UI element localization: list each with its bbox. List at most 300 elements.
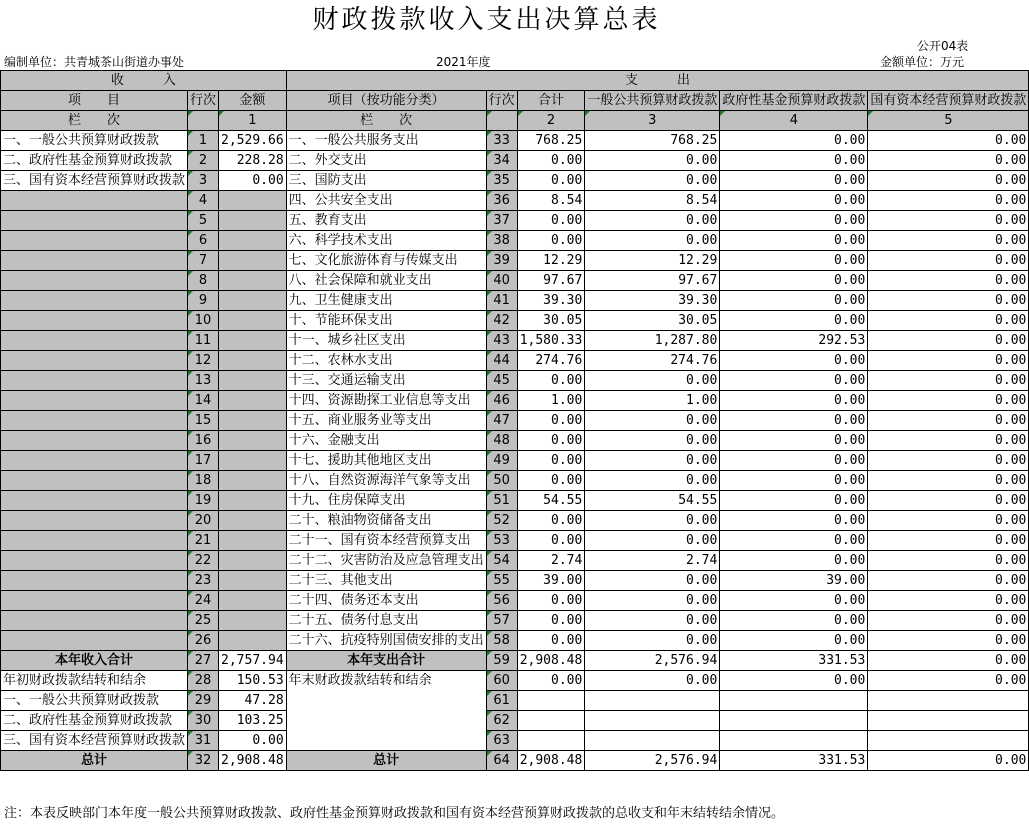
- expense-general: 0.00: [585, 371, 720, 391]
- income-item: [1, 291, 188, 311]
- expense-general: 0.00: [585, 571, 720, 591]
- income-row-no: 23: [188, 571, 219, 591]
- expense-capital: 0.00: [868, 511, 1029, 531]
- expense-gov-fund: 0.00: [720, 251, 868, 271]
- carry-ex-capital: 0.00: [868, 671, 1029, 691]
- income-item: [1, 591, 188, 611]
- grand-ex-gov-fund: 331.53: [720, 751, 868, 771]
- expense-total: 0.00: [517, 411, 585, 431]
- expense-capital: 0.00: [868, 171, 1029, 191]
- expense-gov-fund: 0.00: [720, 551, 868, 571]
- expense-capital: 0.00: [868, 631, 1029, 651]
- expense-capital: 0.00: [868, 131, 1029, 151]
- expense-row-no: 41: [486, 291, 517, 311]
- finance-table: [0, 70, 1029, 771]
- expense-gov-fund: 0.00: [720, 431, 868, 451]
- expense-total: 8.54: [517, 191, 585, 211]
- expense-total-label: 本年支出合计: [286, 651, 486, 671]
- expense-capital: 0.00: [868, 151, 1029, 171]
- table-row: [1, 611, 1029, 631]
- expense-capital: 0.00: [868, 571, 1029, 591]
- income-total-label: 本年收入合计: [1, 651, 188, 671]
- income-item: [1, 191, 188, 211]
- carry-detail-row-no: 30: [188, 711, 219, 731]
- header-row-no-2: 行次: [486, 91, 517, 111]
- expense-gov-fund: 0.00: [720, 171, 868, 191]
- expense-gov-fund: 0.00: [720, 471, 868, 491]
- income-item: [1, 271, 188, 291]
- expense-row-no: 56: [486, 591, 517, 611]
- expense-gov-fund: 0.00: [720, 531, 868, 551]
- expense-general: 274.76: [585, 351, 720, 371]
- expense-total: 2.74: [517, 551, 585, 571]
- annual-total-row: [1, 651, 1029, 671]
- expense-total: 0.00: [517, 471, 585, 491]
- income-row-no: 21: [188, 531, 219, 551]
- expense-item: 一、一般公共服务支出: [286, 131, 486, 151]
- income-item: [1, 211, 188, 231]
- income-row-no: 25: [188, 611, 219, 631]
- expense-general: 0.00: [585, 171, 720, 191]
- expense-total: 0.00: [517, 431, 585, 451]
- income-amount: [219, 431, 287, 451]
- expense-row-no: 53: [486, 531, 517, 551]
- expense-capital: 0.00: [868, 551, 1029, 571]
- expense-capital: 0.00: [868, 611, 1029, 631]
- table-row: [1, 131, 1029, 151]
- income-item: [1, 251, 188, 271]
- expense-capital: 0.00: [868, 391, 1029, 411]
- header-row-no: 行次: [188, 91, 219, 111]
- carry-detail-row-no: 29: [188, 691, 219, 711]
- income-item: [1, 631, 188, 651]
- income-row-no: 8: [188, 271, 219, 291]
- expense-capital: 0.00: [868, 311, 1029, 331]
- carry-in-label: 年初财政拨款结转和结余: [1, 671, 188, 691]
- income-amount: [219, 471, 287, 491]
- income-amount: [219, 311, 287, 331]
- income-item: [1, 511, 188, 531]
- expense-total: 12.29: [517, 251, 585, 271]
- carry-detail-ex-row-no: 61: [486, 691, 517, 711]
- expense-row-no: 35: [486, 171, 517, 191]
- carry-ex-gov-fund: 0.00: [720, 671, 868, 691]
- income-amount: [219, 571, 287, 591]
- carry-ex-label: 年末财政拨款结转和结余: [286, 671, 486, 751]
- expense-general: 1.00: [585, 391, 720, 411]
- table-row: [1, 151, 1029, 171]
- expense-capital: 0.00: [868, 271, 1029, 291]
- income-row-no: 19: [188, 491, 219, 511]
- expense-total: 1,580.33: [517, 331, 585, 351]
- expense-total-sum: 2,908.48: [517, 651, 585, 671]
- expense-capital: 0.00: [868, 411, 1029, 431]
- income-row-no: 15: [188, 411, 219, 431]
- table-row: [1, 591, 1029, 611]
- income-amount: [219, 411, 287, 431]
- expense-row-no: 47: [486, 411, 517, 431]
- header-general: 一般公共预算财政拨款: [585, 91, 720, 111]
- income-amount: 228.28: [219, 151, 287, 171]
- expense-total: 97.67: [517, 271, 585, 291]
- income-row-no: 6: [188, 231, 219, 251]
- header-state-capital: 国有资本经营预算财政拨款: [868, 91, 1029, 111]
- expense-gov-fund: 0.00: [720, 371, 868, 391]
- income-row-no: 24: [188, 591, 219, 611]
- table-row: [1, 331, 1029, 351]
- expense-gov-fund: 0.00: [720, 231, 868, 251]
- header-gov-fund: 政府性基金预算财政拨款: [720, 91, 868, 111]
- grand-ex-capital: 0.00: [868, 751, 1029, 771]
- table-row: [1, 551, 1029, 571]
- table-row: [1, 311, 1029, 331]
- expense-item: 十三、交通运输支出: [286, 371, 486, 391]
- column-blank-2: [486, 111, 517, 131]
- expense-general: 0.00: [585, 591, 720, 611]
- expense-item: 三、国防支出: [286, 171, 486, 191]
- header-column-row: [1, 91, 1029, 111]
- expense-total: 30.05: [517, 311, 585, 331]
- expense-general: 0.00: [585, 531, 720, 551]
- income-item: [1, 351, 188, 371]
- income-amount: [219, 391, 287, 411]
- expense-general: 0.00: [585, 151, 720, 171]
- income-amount: [219, 351, 287, 371]
- income-row-no: 1: [188, 131, 219, 151]
- expense-total: 0.00: [517, 151, 585, 171]
- income-item: [1, 471, 188, 491]
- expense-row-no: 38: [486, 231, 517, 251]
- income-row-no: 11: [188, 331, 219, 351]
- column-label: 栏 次: [1, 111, 188, 131]
- column-label-2: 栏 次: [286, 111, 486, 131]
- grand-ex-general: 2,576.94: [585, 751, 720, 771]
- income-amount: 0.00: [219, 171, 287, 191]
- expense-item: 二十三、其他支出: [286, 571, 486, 591]
- grand-in-amount: 2,908.48: [219, 751, 287, 771]
- expense-general: 0.00: [585, 611, 720, 631]
- report-title: 财政拨款收入支出决算总表: [312, 5, 661, 35]
- expense-row-no: 33: [486, 131, 517, 151]
- table-row: [1, 171, 1029, 191]
- income-item: [1, 571, 188, 591]
- expense-capital: 0.00: [868, 531, 1029, 551]
- expense-row-no: 55: [486, 571, 517, 591]
- income-amount: [219, 631, 287, 651]
- carry-ex-general: 0.00: [585, 671, 720, 691]
- income-amount: [219, 291, 287, 311]
- expense-total: 0.00: [517, 611, 585, 631]
- table-row: [1, 211, 1029, 231]
- income-item: [1, 611, 188, 631]
- expense-general: 1,287.80: [585, 331, 720, 351]
- income-item: [1, 311, 188, 331]
- expense-general: 39.30: [585, 291, 720, 311]
- expense-total: 0.00: [517, 511, 585, 531]
- expense-row-no: 45: [486, 371, 517, 391]
- income-amount: [219, 611, 287, 631]
- expense-gov-fund: 0.00: [720, 311, 868, 331]
- expense-total-general: 2,576.94: [585, 651, 720, 671]
- table-row: [1, 631, 1029, 651]
- expense-gov-fund: 0.00: [720, 631, 868, 651]
- income-total-row-no: 27: [188, 651, 219, 671]
- expense-general: 0.00: [585, 511, 720, 531]
- expense-total: 274.76: [517, 351, 585, 371]
- expense-general: 30.05: [585, 311, 720, 331]
- expense-general: 0.00: [585, 471, 720, 491]
- table-row: [1, 251, 1029, 271]
- carry-detail-blank: [868, 691, 1029, 711]
- expense-item: 二十五、债务付息支出: [286, 611, 486, 631]
- carry-detail-label: 二、政府性基金预算财政拨款: [1, 711, 188, 731]
- income-row-no: 13: [188, 371, 219, 391]
- carry-in-amount: 150.53: [219, 671, 287, 691]
- carry-detail-blank: [585, 691, 720, 711]
- income-row-no: 26: [188, 631, 219, 651]
- carry-row: [1, 671, 1029, 691]
- expense-row-no: 46: [486, 391, 517, 411]
- income-item: [1, 231, 188, 251]
- income-row-no: 20: [188, 511, 219, 531]
- amount-unit: 金额单位：万元: [880, 55, 965, 69]
- expense-capital: 0.00: [868, 451, 1029, 471]
- carry-detail-row: [1, 691, 1029, 711]
- carry-detail-blank: [517, 731, 585, 751]
- expense-item: 二十二、灾害防治及应急管理支出: [286, 551, 486, 571]
- expense-general: 2.74: [585, 551, 720, 571]
- expense-item: 十五、商业服务业等支出: [286, 411, 486, 431]
- expense-item: 十四、资源勘探工业信息等支出: [286, 391, 486, 411]
- carry-detail-row: [1, 731, 1029, 751]
- income-amount: [219, 211, 287, 231]
- grand-in-label: 总计: [1, 751, 188, 771]
- expense-gov-fund: 0.00: [720, 451, 868, 471]
- expense-item: 九、卫生健康支出: [286, 291, 486, 311]
- income-amount: [219, 511, 287, 531]
- expense-row-no: 58: [486, 631, 517, 651]
- expense-capital: 0.00: [868, 431, 1029, 451]
- expense-gov-fund: 0.00: [720, 591, 868, 611]
- income-item: 一、一般公共预算财政拨款: [1, 131, 188, 151]
- expense-row-no: 48: [486, 431, 517, 451]
- expense-capital: 0.00: [868, 211, 1029, 231]
- expense-item: 十一、城乡社区支出: [286, 331, 486, 351]
- expense-gov-fund: 0.00: [720, 151, 868, 171]
- expense-gov-fund: 0.00: [720, 491, 868, 511]
- expense-capital: 0.00: [868, 291, 1029, 311]
- income-row-no: 2: [188, 151, 219, 171]
- expense-row-no: 36: [486, 191, 517, 211]
- expense-gov-fund: 39.00: [720, 571, 868, 591]
- expense-row-no: 34: [486, 151, 517, 171]
- table-row: [1, 391, 1029, 411]
- expense-total: 0.00: [517, 631, 585, 651]
- expense-total: 0.00: [517, 211, 585, 231]
- column-index-2: 2: [517, 111, 585, 131]
- carry-detail-blank: [720, 711, 868, 731]
- expense-gov-fund: 0.00: [720, 211, 868, 231]
- expense-row-no: 51: [486, 491, 517, 511]
- grand-in-row-no: 32: [188, 751, 219, 771]
- expense-capital: 0.00: [868, 331, 1029, 351]
- expense-item: 二十、粮油物资储备支出: [286, 511, 486, 531]
- expense-capital: 0.00: [868, 371, 1029, 391]
- carry-detail-blank: [585, 711, 720, 731]
- income-row-no: 14: [188, 391, 219, 411]
- expense-gov-fund: 0.00: [720, 611, 868, 631]
- column-index-4: 4: [720, 111, 868, 131]
- expense-total: 768.25: [517, 131, 585, 151]
- expense-item: 五、教育支出: [286, 211, 486, 231]
- expense-item: 十七、援助其他地区支出: [286, 451, 486, 471]
- expense-row-no: 37: [486, 211, 517, 231]
- expense-general: 8.54: [585, 191, 720, 211]
- expense-item: 二十一、国有资本经营预算支出: [286, 531, 486, 551]
- expense-item: 十六、金融支出: [286, 431, 486, 451]
- income-item: 二、政府性基金预算财政拨款: [1, 151, 188, 171]
- income-amount: [219, 371, 287, 391]
- column-index-1: 1: [219, 111, 287, 131]
- carry-ex-row-no: 60: [486, 671, 517, 691]
- expense-capital: 0.00: [868, 491, 1029, 511]
- income-item: [1, 551, 188, 571]
- expense-row-no: 43: [486, 331, 517, 351]
- expense-capital: 0.00: [868, 471, 1029, 491]
- income-row-no: 10: [188, 311, 219, 331]
- carry-detail-ex-row-no: 62: [486, 711, 517, 731]
- header-amount: 金额: [219, 91, 287, 111]
- carry-detail-amount: 0.00: [219, 731, 287, 751]
- expense-general: 0.00: [585, 451, 720, 471]
- table-row: [1, 491, 1029, 511]
- income-item: [1, 531, 188, 551]
- income-amount: [219, 551, 287, 571]
- expense-gov-fund: 0.00: [720, 351, 868, 371]
- expense-header: 支 出: [286, 71, 1029, 91]
- expense-row-no: 50: [486, 471, 517, 491]
- expense-total: 1.00: [517, 391, 585, 411]
- expense-gov-fund: 0.00: [720, 271, 868, 291]
- income-row-no: 22: [188, 551, 219, 571]
- carry-detail-blank: [517, 691, 585, 711]
- income-amount: [219, 491, 287, 511]
- expense-item: 十二、农林水支出: [286, 351, 486, 371]
- income-item: [1, 451, 188, 471]
- expense-gov-fund: 0.00: [720, 291, 868, 311]
- table-row: [1, 231, 1029, 251]
- expense-item: 四、公共安全支出: [286, 191, 486, 211]
- column-index-5: 5: [868, 111, 1029, 131]
- income-item: 三、国有资本经营预算财政拨款: [1, 171, 188, 191]
- expense-general: 768.25: [585, 131, 720, 151]
- income-item: [1, 431, 188, 451]
- expense-general: 0.00: [585, 431, 720, 451]
- expense-capital: 0.00: [868, 351, 1029, 371]
- expense-total-gov-fund: 331.53: [720, 651, 868, 671]
- expense-total: 0.00: [517, 451, 585, 471]
- carry-detail-row: [1, 711, 1029, 731]
- carry-detail-blank: [720, 731, 868, 751]
- income-amount: [219, 451, 287, 471]
- income-row-no: 4: [188, 191, 219, 211]
- grand-ex-label: 总计: [286, 751, 486, 771]
- report-year: 2021年度: [436, 55, 491, 69]
- expense-row-no: 42: [486, 311, 517, 331]
- income-amount: [219, 251, 287, 271]
- table-row: [1, 511, 1029, 531]
- carry-detail-amount: 47.28: [219, 691, 287, 711]
- expense-general: 0.00: [585, 231, 720, 251]
- column-index-3: 3: [585, 111, 720, 131]
- expense-general: 0.00: [585, 411, 720, 431]
- carry-detail-amount: 103.25: [219, 711, 287, 731]
- expense-general: 12.29: [585, 251, 720, 271]
- table-row: [1, 291, 1029, 311]
- header-item-func: 项目（按功能分类）: [286, 91, 486, 111]
- income-row-no: 3: [188, 171, 219, 191]
- carry-detail-ex-row-no: 63: [486, 731, 517, 751]
- expense-row-no: 39: [486, 251, 517, 271]
- footnote: 注：本表反映部门本年度一般公共预算财政拨款、政府性基金预算财政拨款和国有资本经营预算财政拨款的总收支和年末结转结余情况。: [4, 806, 785, 821]
- header-total: 合计: [517, 91, 585, 111]
- table-row: [1, 531, 1029, 551]
- expense-general: 97.67: [585, 271, 720, 291]
- table-row: [1, 451, 1029, 471]
- grand-ex-row-no: 64: [486, 751, 517, 771]
- expense-gov-fund: 0.00: [720, 131, 868, 151]
- table-row: [1, 371, 1029, 391]
- expense-item: 十九、住房保障支出: [286, 491, 486, 511]
- expense-row-no: 49: [486, 451, 517, 471]
- expense-total: 0.00: [517, 591, 585, 611]
- expense-item: 十、节能环保支出: [286, 311, 486, 331]
- expense-gov-fund: 0.00: [720, 411, 868, 431]
- expense-gov-fund: 292.53: [720, 331, 868, 351]
- expense-item: 十八、自然资源海洋气象等支出: [286, 471, 486, 491]
- expense-total: 0.00: [517, 531, 585, 551]
- expense-item: 六、科学技术支出: [286, 231, 486, 251]
- expense-item: 二十六、抗疫特别国债安排的支出: [286, 631, 486, 651]
- income-amount: [219, 271, 287, 291]
- expense-row-no: 52: [486, 511, 517, 531]
- income-amount: [219, 231, 287, 251]
- income-item: [1, 371, 188, 391]
- income-amount: [219, 331, 287, 351]
- income-item: [1, 411, 188, 431]
- header-index-row: [1, 111, 1029, 131]
- expense-capital: 0.00: [868, 251, 1029, 271]
- income-row-no: 16: [188, 431, 219, 451]
- expense-total-capital: 0.00: [868, 651, 1029, 671]
- income-row-no: 17: [188, 451, 219, 471]
- carry-detail-blank: [868, 731, 1029, 751]
- carry-detail-blank: [720, 691, 868, 711]
- carry-ex-total: 0.00: [517, 671, 585, 691]
- expense-item: 七、文化旅游体育与传媒支出: [286, 251, 486, 271]
- expense-gov-fund: 0.00: [720, 511, 868, 531]
- expense-item: 二、外交支出: [286, 151, 486, 171]
- income-row-no: 18: [188, 471, 219, 491]
- expense-general: 0.00: [585, 631, 720, 651]
- carry-detail-blank: [517, 711, 585, 731]
- expense-total: 0.00: [517, 231, 585, 251]
- expense-row-no: 40: [486, 271, 517, 291]
- carry-detail-blank: [868, 711, 1029, 731]
- table-row: [1, 571, 1029, 591]
- income-row-no: 12: [188, 351, 219, 371]
- expense-general: 54.55: [585, 491, 720, 511]
